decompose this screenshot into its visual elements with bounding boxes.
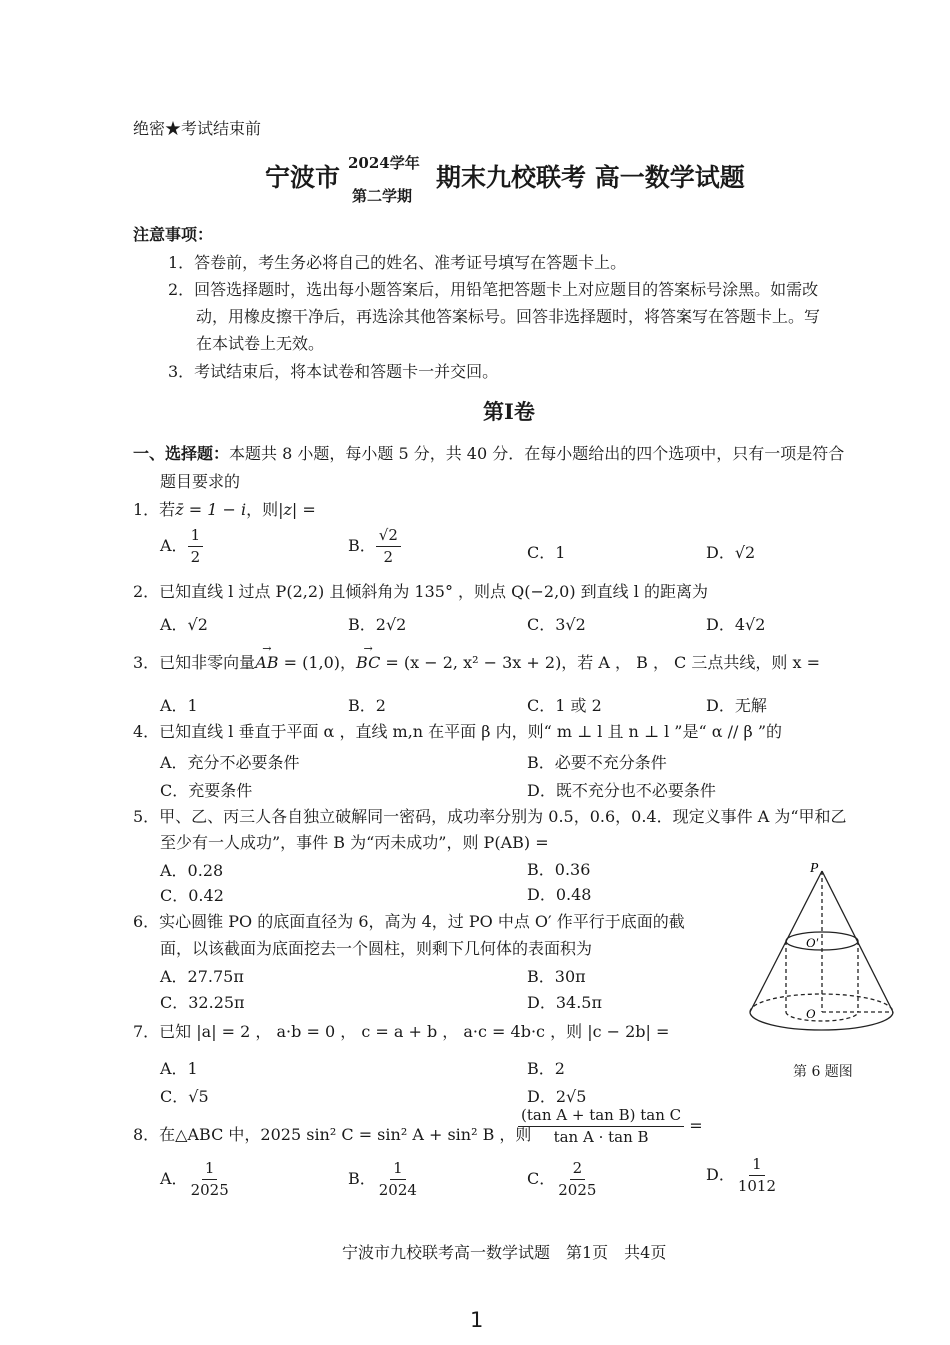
q5-option-d[interactable]: D．0.48 bbox=[527, 885, 592, 904]
section-label: 一、选择题： bbox=[133, 444, 230, 463]
notice-item-1: 1．答卷前，考生务必将自己的姓名、准考证号填写在答题卡上。 bbox=[168, 253, 627, 272]
q6-option-b[interactable]: B．30π bbox=[527, 967, 586, 986]
q5-option-a[interactable]: A．0.28 bbox=[160, 861, 224, 880]
q3-stem: 3．已知非零向量→ AB = (1,0)，→ BC = (x − 2, x² − 3x + 2)，若 A ， B ， C 三点共线，则 x = bbox=[133, 650, 820, 673]
q4-option-d[interactable]: D．既不充分也不必要条件 bbox=[527, 781, 716, 800]
q5-option-b[interactable]: B．0.36 bbox=[527, 860, 591, 879]
notice-heading: 注意事项： bbox=[133, 225, 214, 244]
q2-option-d[interactable]: D．4√2 bbox=[706, 615, 766, 634]
q8-option-c[interactable]: C． $\frac{2}{2025}$ bbox=[527, 1159, 597, 1199]
q7-stem: 7．已知 |a| = 2 ， a·b = 0 ， c = a + b ， a·c = 4b·c ，则 |c − 2b| = bbox=[133, 1022, 670, 1041]
q8-option-b[interactable]: B． $\frac{1}{2024}$ bbox=[348, 1159, 417, 1199]
q3-option-a[interactable]: A．1 bbox=[160, 696, 198, 715]
q2-option-b[interactable]: B．2√2 bbox=[348, 615, 407, 634]
q5-option-c[interactable]: C．0.42 bbox=[160, 886, 224, 905]
q5-stem-line2: 至少有一人成功”，事件 B 为“丙未成功”，则 P(AB) = bbox=[160, 833, 549, 852]
q4-option-c[interactable]: C．充要条件 bbox=[160, 781, 253, 800]
q6-option-c[interactable]: C．32.25π bbox=[160, 993, 245, 1012]
q2-option-c[interactable]: C．3√2 bbox=[527, 615, 586, 634]
notice-item-2-end: 在本试卷上无效。 bbox=[196, 334, 325, 353]
q1-option-d[interactable]: D．√2 bbox=[706, 543, 756, 562]
notice-item-2: 2．回答选择题时，选出每小题答案后，用铅笔把答题卡上对应题目的答案标号涂黑。如需改 bbox=[168, 280, 819, 299]
q7-option-b[interactable]: B．2 bbox=[527, 1059, 565, 1078]
title-year: 2024学年 bbox=[348, 154, 420, 172]
q1-option-b[interactable]: B． $\frac{√2}{2}$ bbox=[348, 528, 401, 565]
cone-figure bbox=[740, 855, 910, 1055]
q2-option-a[interactable]: A．√2 bbox=[160, 615, 208, 634]
q6-option-d[interactable]: D．34.5π bbox=[527, 993, 602, 1012]
q1-stem: 1．若z̄ = 1 − i，则|z| = bbox=[133, 500, 316, 519]
q7-option-d[interactable]: D．2√5 bbox=[527, 1087, 587, 1106]
q4-option-a[interactable]: A．充分不必要条件 bbox=[160, 753, 300, 772]
cone-base-back bbox=[750, 994, 893, 1012]
secret-label: 绝密★考试结束前 bbox=[133, 119, 262, 138]
page-number: 1 bbox=[470, 1308, 484, 1332]
q8-option-a[interactable]: A． $\frac{1}{2025}$ bbox=[160, 1159, 229, 1199]
section-desc-2: 题目要求的 bbox=[160, 472, 241, 491]
section-desc: 本题共 8 小题，每小题 5 分，共 40 分．在每小题给出的四个选项中，只有一项是符合 bbox=[229, 444, 845, 463]
q4-stem: 4．已知直线 l 垂直于平面 α ，直线 m,n 在平面 β 内，则“ m ⊥ l 且 n ⊥ l ”是“ α // β ”的 bbox=[133, 722, 782, 741]
notice-item-3: 3．考试结束后，将本试卷和答题卡一并交回。 bbox=[168, 362, 499, 381]
q6-option-a[interactable]: A．27.75π bbox=[160, 967, 244, 986]
q7-option-c[interactable]: C．√5 bbox=[160, 1087, 209, 1106]
q6-stem-line2: 面，以该截面为底面挖去一个圆柱，则剩下几何体的表面积为 bbox=[160, 939, 593, 958]
q3-option-d[interactable]: D．无解 bbox=[706, 696, 767, 715]
q4-option-b[interactable]: B．必要不充分条件 bbox=[527, 753, 667, 772]
volume-title: 第Ⅰ卷 bbox=[483, 399, 535, 424]
q1-option-a[interactable]: A． $\frac{1}{2}$ bbox=[160, 528, 203, 565]
q3-option-c[interactable]: C．1 或 2 bbox=[527, 696, 602, 715]
q7-option-a[interactable]: A．1 bbox=[160, 1059, 198, 1078]
label-P: P bbox=[810, 861, 819, 876]
title-semester: 第二学期 bbox=[352, 187, 413, 205]
label-O-prime: O′ bbox=[806, 935, 819, 950]
page-footer: 宁波市九校联考高一数学试题 第1页 共4页 bbox=[342, 1243, 667, 1262]
title-city: 宁波市 bbox=[265, 163, 341, 192]
q6-stem-line1: 6．实心圆锥 PO 的底面直径为 6，高为 4，过 PO 中点 O′ 作平行于底面的截 bbox=[133, 912, 685, 931]
q8-stem: 8．在△ABC 中，2025 sin² C = sin² A + sin² B ，则 bbox=[133, 1125, 532, 1144]
title-main: 期末九校联考 高一数学试题 bbox=[436, 163, 745, 192]
label-O: O bbox=[806, 1006, 816, 1021]
q1-option-c[interactable]: C．1 bbox=[527, 543, 566, 562]
q6-figure-caption: 第 6 题图 bbox=[793, 1064, 853, 1080]
q2-stem: 2．已知直线 l 过点 P(2,2) 且倾斜角为 135° ，则点 Q(−2,0) 到直线 l 的距离为 bbox=[133, 582, 708, 601]
notice-item-2-cont: 动，用橡皮擦干净后，再选涂其他答案标号。回答非选择题时，将答案写在答题卡上。写 bbox=[196, 307, 821, 326]
q8-option-d[interactable]: D． $\frac{1}{1012}$ bbox=[706, 1155, 777, 1195]
q3-option-b[interactable]: B．2 bbox=[348, 696, 386, 715]
cylinder-bottom bbox=[786, 1012, 858, 1021]
q5-stem-line1: 5．甲、乙、丙三人各自独立破解同一密码，成功率分别为 0.5，0.6，0.4．现定义事件 A 为“甲和乙 bbox=[133, 807, 847, 826]
q8-fraction: $\frac{\text{(tan A + tan B) tan C}}{\text{tan A · tan B}}$ = bbox=[518, 1108, 703, 1145]
